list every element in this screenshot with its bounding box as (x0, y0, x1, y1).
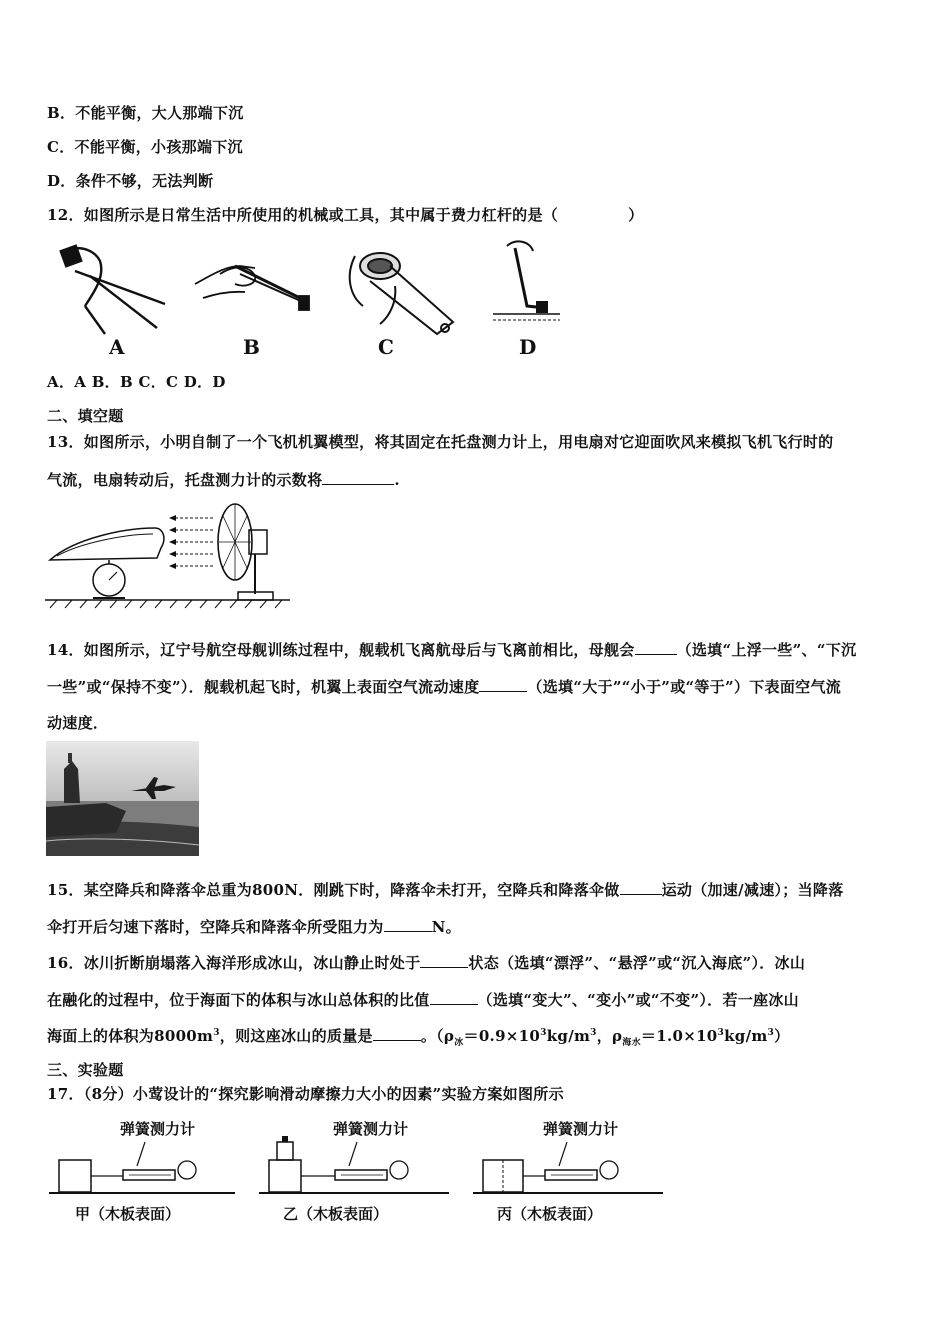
bottle-opener-tool (350, 253, 453, 334)
section-experiment-title: 三、实验题 (47, 1061, 124, 1079)
section-fill-in-title: 二、填空题 (47, 407, 124, 425)
caption-yi: 乙（木板表面） (283, 1205, 389, 1223)
question-14-line3: 动速度． (47, 714, 109, 732)
gauge-label-yi: 弹簧测力计 (333, 1120, 409, 1138)
setup-jia (49, 1120, 235, 1223)
aircraft-carrier-photo (46, 741, 199, 856)
answer-blank (322, 468, 394, 485)
question-16-line3: 海面上的体积为$8000m^3$，则这座冰山的质量是 。（$\rho_冰=0.9\times 10^3kg/m^3$，$\rho_{海水}=1.0\times 10^3kg/m^3$） (47, 1024, 789, 1048)
pincers-tool (61, 246, 165, 334)
caption-jia: 甲（木板表面） (75, 1205, 181, 1223)
answer-blank (373, 1024, 421, 1041)
answer-blank (430, 988, 478, 1005)
answer-blank (420, 951, 468, 968)
question-15-line2: 伞打开后匀速下落时，空降兵和降落伞所受阻力为 N。 (47, 915, 461, 937)
question-15-line1: 15．某空降兵和降落伞总重为800N．刚跳下时，降落伞未打开，空降兵和降落伞做 运动（加速/减速）；当降落 (47, 878, 844, 900)
caption-bing: 丙（木板表面） (497, 1205, 603, 1223)
gauge-label-jia: 弹簧测力计 (120, 1120, 196, 1138)
option-d: D．条件不够，无法判断 (47, 172, 214, 190)
question-14-line2: 一些”或“保持不变”）．舰载机起飞时，机翼上表面空气流动速度 （选填“大于”“小于”或“等于”）下表面空气流 (47, 675, 841, 697)
weight-yi (277, 1142, 293, 1160)
option-c: C．不能平衡，小孩那端下沉 (47, 138, 243, 156)
question-13-line1: 13．如图所示，小明自制了一个飞机机翼模型，将其固定在托盘测力计上，用电扇对它迎面吹风来模拟飞机飞行时的 (47, 433, 834, 451)
gauge-label-bing: 弹簧测力计 (543, 1120, 619, 1138)
question-12-answers: A．A B．B C．C D．D (47, 373, 226, 391)
block-jia (59, 1160, 91, 1192)
setup-bing (473, 1120, 663, 1223)
question-13-line2: 气流，电扇转动后，托盘测力计的示数将 . (47, 468, 400, 490)
question-12-stem: 12．如图所示是日常生活中所使用的机械或工具，其中属于费力杠杆的是（ ） (47, 206, 644, 224)
setup-yi (259, 1120, 449, 1223)
lever-tools-figure (45, 236, 565, 364)
wing-fan-figure (45, 498, 295, 610)
answer-blank (620, 878, 662, 895)
carrier-hull (46, 803, 126, 837)
figure-label-c: C (378, 335, 394, 359)
answer-blank (635, 638, 677, 655)
wing-model (50, 528, 164, 560)
tweezers-tool (195, 266, 309, 310)
question-16-line1: 16．冰川折断崩塌落入海洋形成冰山，冰山静止时处于 状态（选填“漂浮”、“悬浮”或“沉入海底”）．冰山 (47, 951, 805, 973)
option-b: B．不能平衡，大人那端下沉 (47, 104, 244, 122)
crowbar-tool (493, 241, 560, 320)
ground-hatch (50, 600, 282, 608)
question-17-stem: 17．（8分）小莺设计的“探究影响滑动摩擦力大小的因素”实验方案如图所示 (47, 1085, 564, 1103)
answer-blank (384, 915, 432, 932)
friction-experiment-figure (45, 1114, 670, 1226)
block-yi (269, 1160, 301, 1192)
figure-label-a: A (109, 335, 125, 359)
figure-label-d: D (519, 335, 537, 359)
figure-label-b: B (243, 335, 260, 359)
answer-blank (479, 675, 527, 692)
airflow-arrows (175, 518, 215, 566)
question-14-line1: 14．如图所示，辽宁号航空母舰训练过程中，舰载机飞离航母后与飞离前相比，母舰会 （选填“上浮一些”、“下沉 (47, 638, 856, 660)
question-16-line2: 在融化的过程中，位于海面下的体积与冰山总体积的比值 （选填“变大”、“变小”或“不变”）．若一座冰山 (47, 988, 799, 1010)
